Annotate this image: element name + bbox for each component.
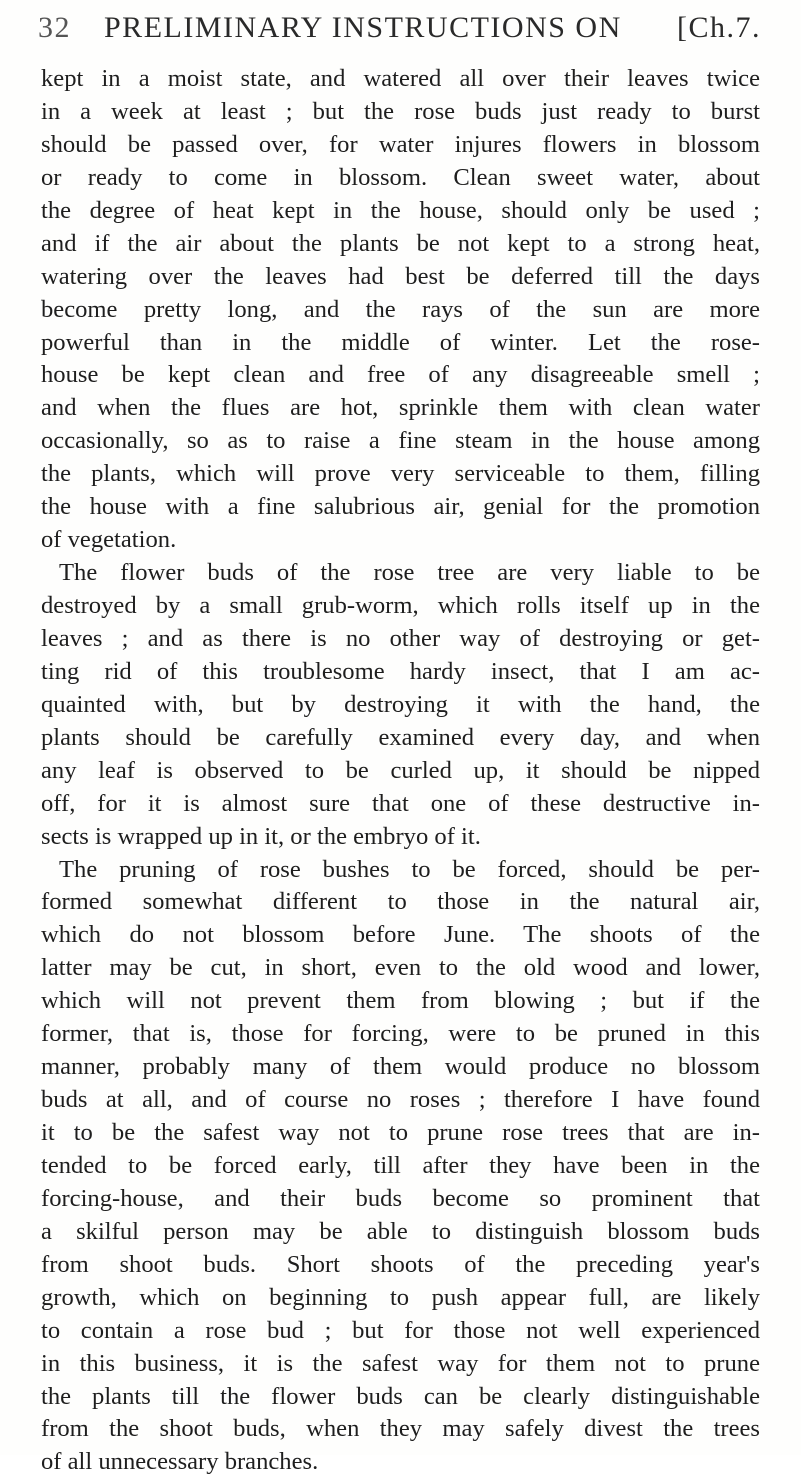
text-line: growth, which on beginning to push appear full, are likely xyxy=(41,1283,760,1311)
text-line: in a week at least ; but the rose buds just ready to burst xyxy=(41,97,760,125)
text-line: latter may be cut, in short, even to the old wood and lower, xyxy=(41,954,760,982)
text-line: house be kept clean and free of any disagreeable smell ; xyxy=(41,361,760,389)
text-line: destroyed by a small grub-worm, which rolls itself up in the xyxy=(41,592,760,619)
text-line: or ready to come in blossom. Clean sweet water, about xyxy=(41,163,760,191)
running-head xyxy=(38,6,761,50)
text-line: formed somewhat different to those in the natural air, xyxy=(41,888,760,916)
text-line: forcing-house, and their buds become so prominent that xyxy=(41,1184,760,1212)
running-head-title: PRELIMINARY INSTRUCTIONS ON xyxy=(104,11,622,44)
text-line: sects is wrapped up in it, or the embryo of it. xyxy=(41,822,481,850)
text-line: leaves ; and as there is no other way of destroying or get- xyxy=(41,624,760,652)
text-line: of all unnecessary branches. xyxy=(41,1448,319,1476)
text-line: tended to be forced early, till after they have been in the xyxy=(41,1151,760,1179)
text-line: become pretty long, and the rays of the sun are more xyxy=(41,295,760,323)
text-line: which do not blossom before June. The shoots of the xyxy=(41,921,760,949)
chapter-reference: [Ch.7. xyxy=(677,11,761,44)
text-line: in this business, it is the safest way for them not to prune xyxy=(41,1349,760,1377)
text-line: and when the flues are hot, sprinkle them with clean water xyxy=(41,394,760,422)
text-line: ting rid of this troublesome hardy insect, that I am ac- xyxy=(41,657,760,685)
text-line: it to be the safest way not to prune rose trees that are in- xyxy=(41,1119,760,1146)
text-line: kept in a moist state, and watered all over their leaves twice xyxy=(41,65,760,92)
text-line: from shoot buds. Short shoots of the preceding year's xyxy=(41,1250,760,1278)
text-line: plants should be carefully examined every day, and when xyxy=(41,723,760,751)
text-line: buds at all, and of course no roses ; therefore I have found xyxy=(41,1086,760,1114)
page-number: 32 xyxy=(38,11,71,44)
text-line: the degree of heat kept in the house, should only be used ; xyxy=(41,196,760,224)
text-line: the plants, which will prove very serviceable to them, filling xyxy=(41,460,760,488)
text-line: which will not prevent them from blowing ; but if the xyxy=(41,987,760,1015)
text-line: any leaf is observed to be curled up, it should be nipped xyxy=(41,756,760,784)
text-line: occasionally, so as to raise a fine steam in the house among xyxy=(41,427,760,455)
text-line: the house with a fine salubrious air, genial for the promotion xyxy=(41,493,760,521)
text-line: of vegetation. xyxy=(41,526,177,554)
text-line: and if the air about the plants be not kept to a strong heat, xyxy=(41,229,760,257)
text-line: a skilful person may be able to distinguish blossom buds xyxy=(41,1217,760,1245)
text-line: powerful than in the middle of winter. Let the rose- xyxy=(41,328,760,356)
text-line: the plants till the flower buds can be clearly distinguishable xyxy=(41,1382,760,1410)
text-line: manner, probably many of them would produce no blossom xyxy=(41,1053,760,1081)
text-line: from the shoot buds, when they may safely divest the trees xyxy=(41,1415,760,1443)
text-line: should be passed over, for water injures flowers in blossom xyxy=(41,130,760,158)
text-line: former, that is, those for forcing, were to be pruned in this xyxy=(41,1020,760,1048)
text-line: quainted with, but by destroying it with the hand, the xyxy=(41,690,760,718)
text-line: off, for it is almost sure that one of these destructive in- xyxy=(41,789,760,817)
text-line: The flower buds of the rose tree are very liable to be xyxy=(59,559,760,587)
text-line: watering over the leaves had best be deferred till the days xyxy=(41,262,760,290)
text-line: The pruning of rose bushes to be forced, should be per- xyxy=(59,855,760,883)
body-text xyxy=(41,63,760,1479)
text-line: to contain a rose bud ; but for those not well experienced xyxy=(41,1316,760,1344)
